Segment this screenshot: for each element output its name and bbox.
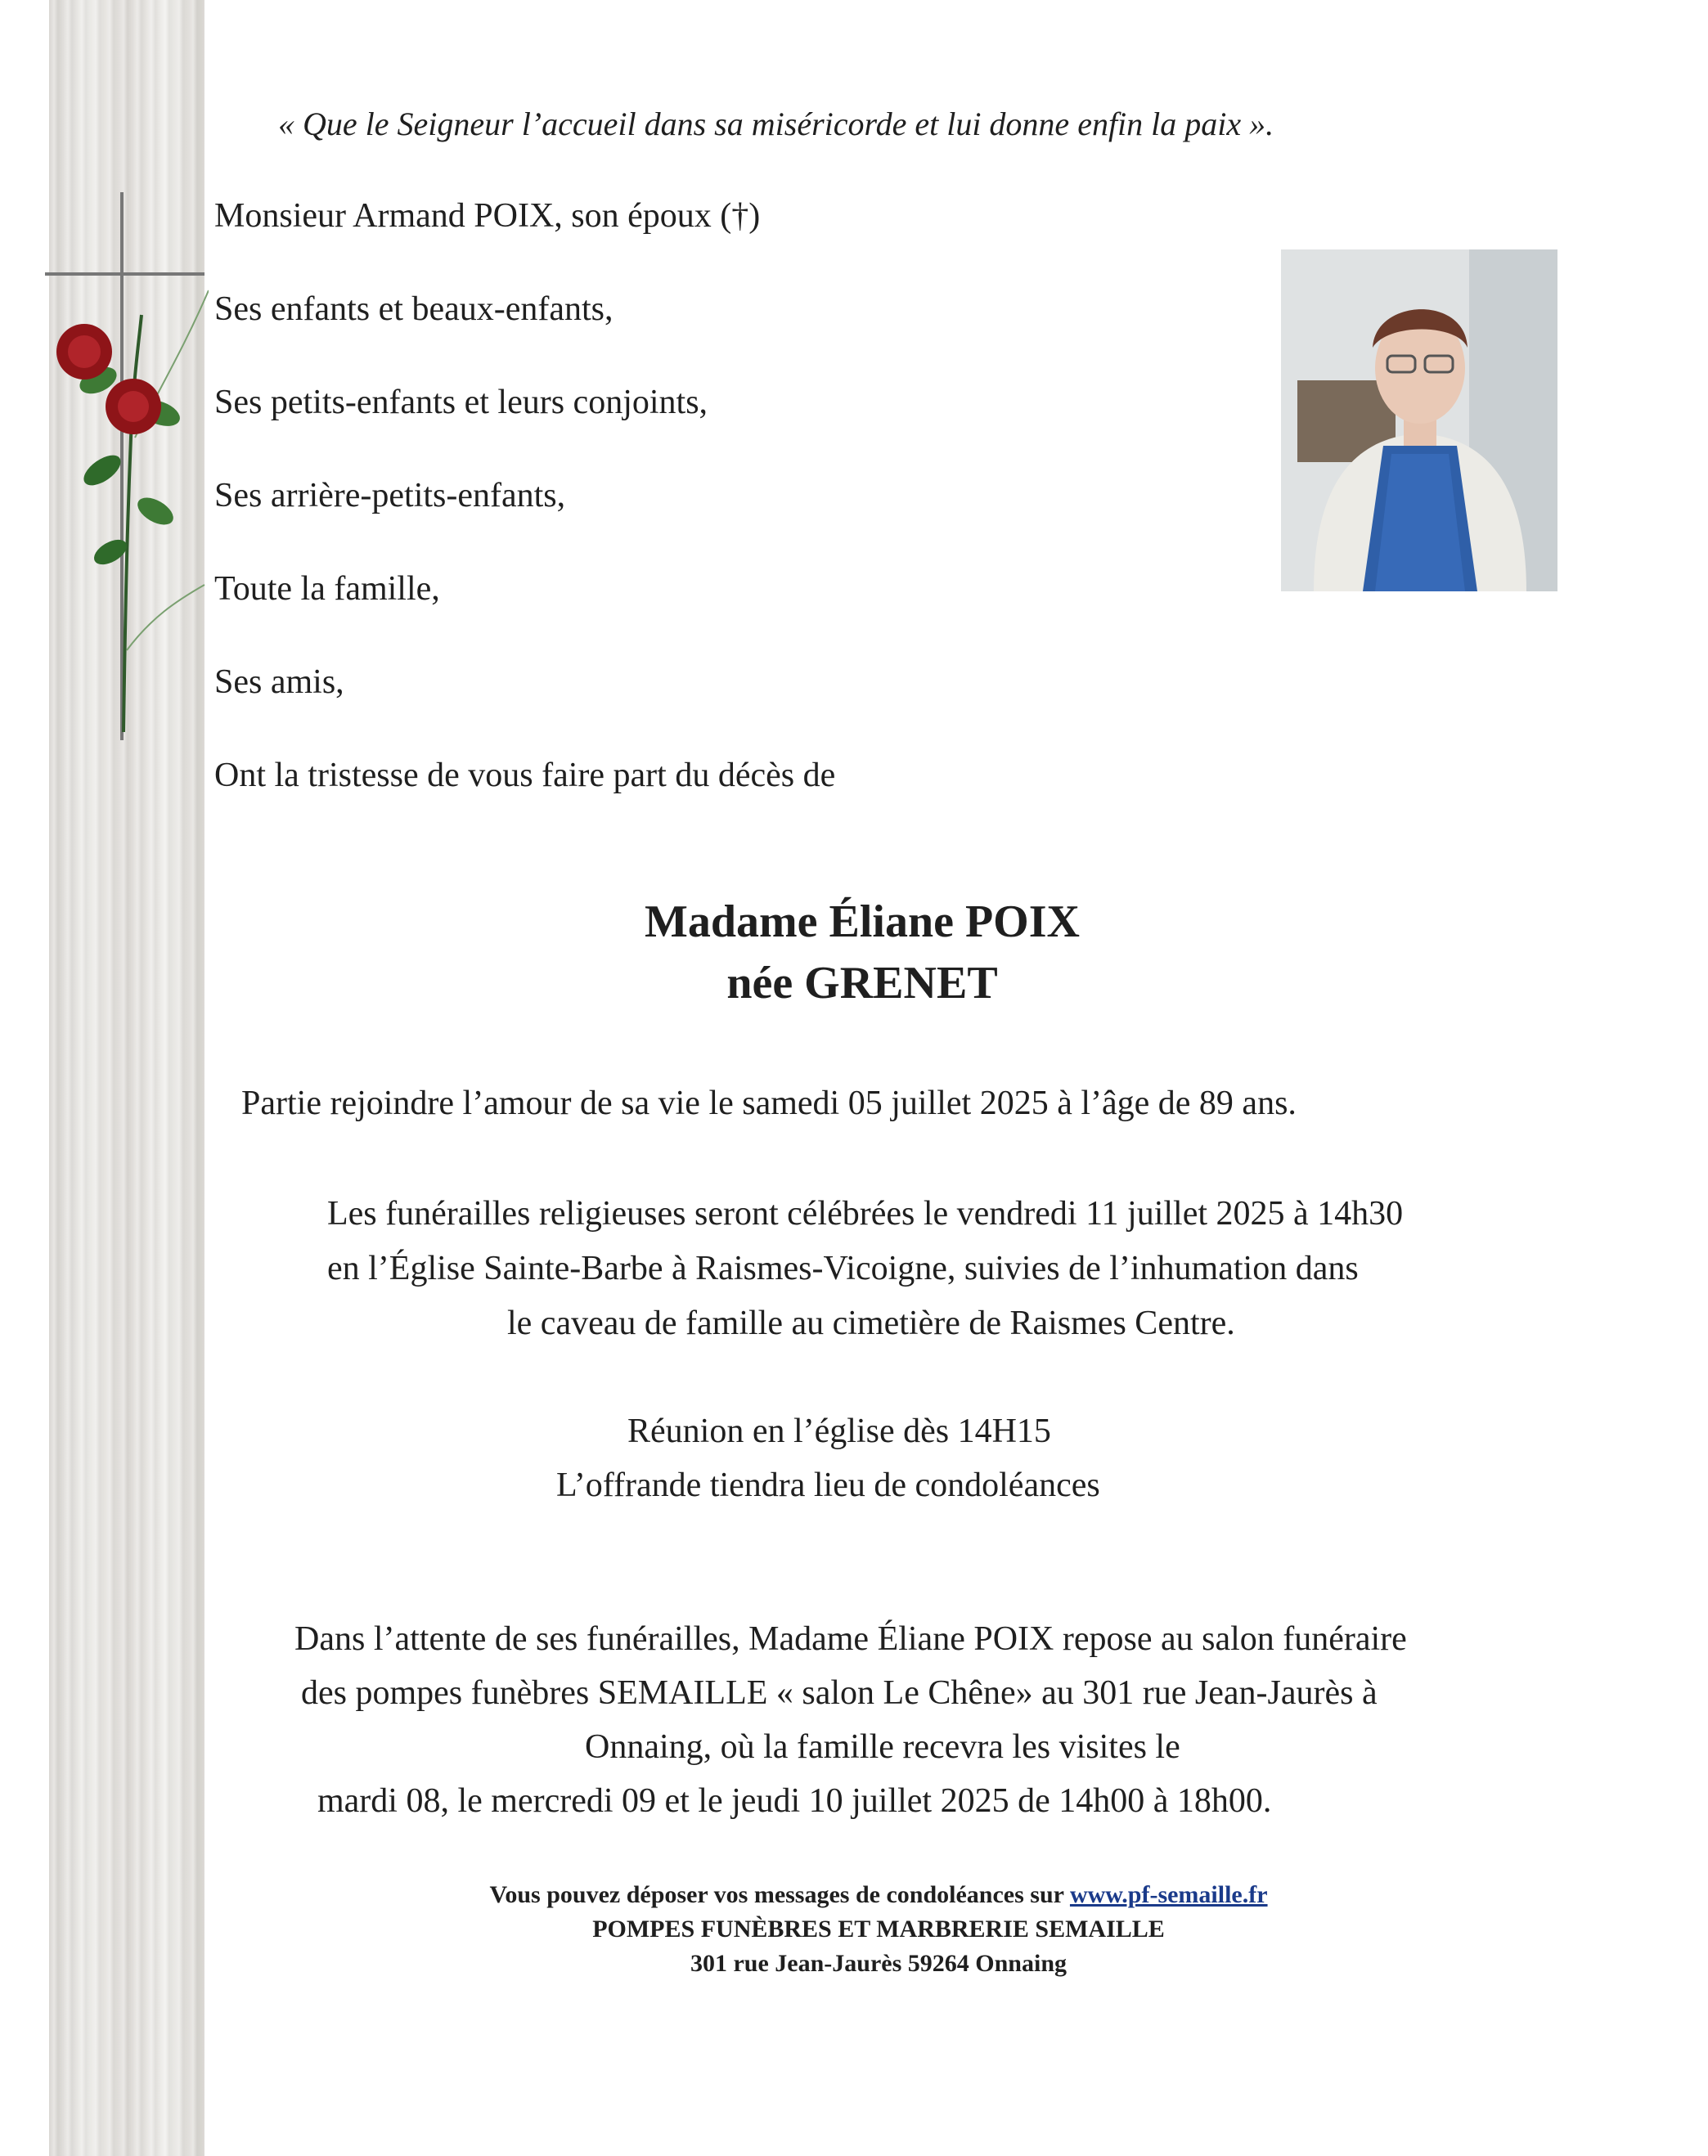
cross-with-roses-icon bbox=[45, 192, 209, 757]
visits-line-3: Onnaing, où la famille recevra les visites le bbox=[585, 1728, 1180, 1766]
website-link[interactable]: www.pf-semaille.fr bbox=[1069, 1881, 1268, 1908]
family-line-great-grandchildren: Ses arrière-petits-enfants, bbox=[214, 477, 566, 514]
visits-line-4: mardi 08, le mercredi 09 et le jeudi 10 juillet 2025 de 14h00 à 18h00. bbox=[317, 1782, 1272, 1820]
meeting-line-2: L’offrande tiendra lieu de condoléances bbox=[556, 1467, 1100, 1504]
visits-line-2: des pompes funèbres SEMAILLE « salon Le Chêne» au 301 rue Jean-Jaurès à bbox=[301, 1674, 1378, 1712]
family-line-grandchildren: Ses petits-enfants et leurs conjoints, bbox=[214, 384, 708, 421]
funeral-line-3: le caveau de famille au cimetière de Raismes Centre. bbox=[507, 1305, 1235, 1342]
family-line-family: Toute la famille, bbox=[214, 570, 440, 608]
footer-company: POMPES FUNÈBRES ET MARBRERIE SEMAILLE bbox=[592, 1916, 1165, 1943]
footer-address: 301 rue Jean-Jaurès 59264 Onnaing bbox=[690, 1950, 1068, 1977]
deceased-maiden-name: née GRENET bbox=[726, 958, 998, 1008]
family-line-spouse: Monsieur Armand POIX, son époux (†) bbox=[214, 197, 761, 235]
death-line: Partie rejoindre l’amour de sa vie le samedi 05 juillet 2025 à l’âge de 89 ans. bbox=[241, 1085, 1297, 1122]
announcement-line: Ont la tristesse de vous faire part du décès de bbox=[214, 757, 836, 794]
funeral-line-1: Les funérailles religieuses seront célébrées le vendredi 11 juillet 2025 à 14h30 bbox=[327, 1195, 1404, 1233]
footer-condolences bbox=[0, 1881, 1708, 1909]
visits-line-1: Dans l’attente de ses funérailles, Madame Éliane POIX repose au salon funéraire bbox=[294, 1620, 1407, 1658]
family-line-children: Ses enfants et beaux-enfants, bbox=[214, 290, 614, 328]
funeral-line-2: en l’Église Sainte-Barbe à Raismes-Vicoigne, suivies de l’inhumation dans bbox=[327, 1250, 1359, 1287]
portrait-photo bbox=[1281, 249, 1557, 591]
footer-condolences-text: Vous pouvez déposer vos messages de condoléances sur bbox=[489, 1881, 1064, 1908]
family-line-friends: Ses amis, bbox=[214, 663, 344, 701]
meeting-line-1: Réunion en l’église dès 14H15 bbox=[627, 1413, 1051, 1450]
quote: « Que le Seigneur l’accueil dans sa miséricorde et lui donne enfin la paix ». bbox=[278, 106, 1274, 142]
deceased-name: Madame Éliane POIX bbox=[645, 896, 1080, 947]
